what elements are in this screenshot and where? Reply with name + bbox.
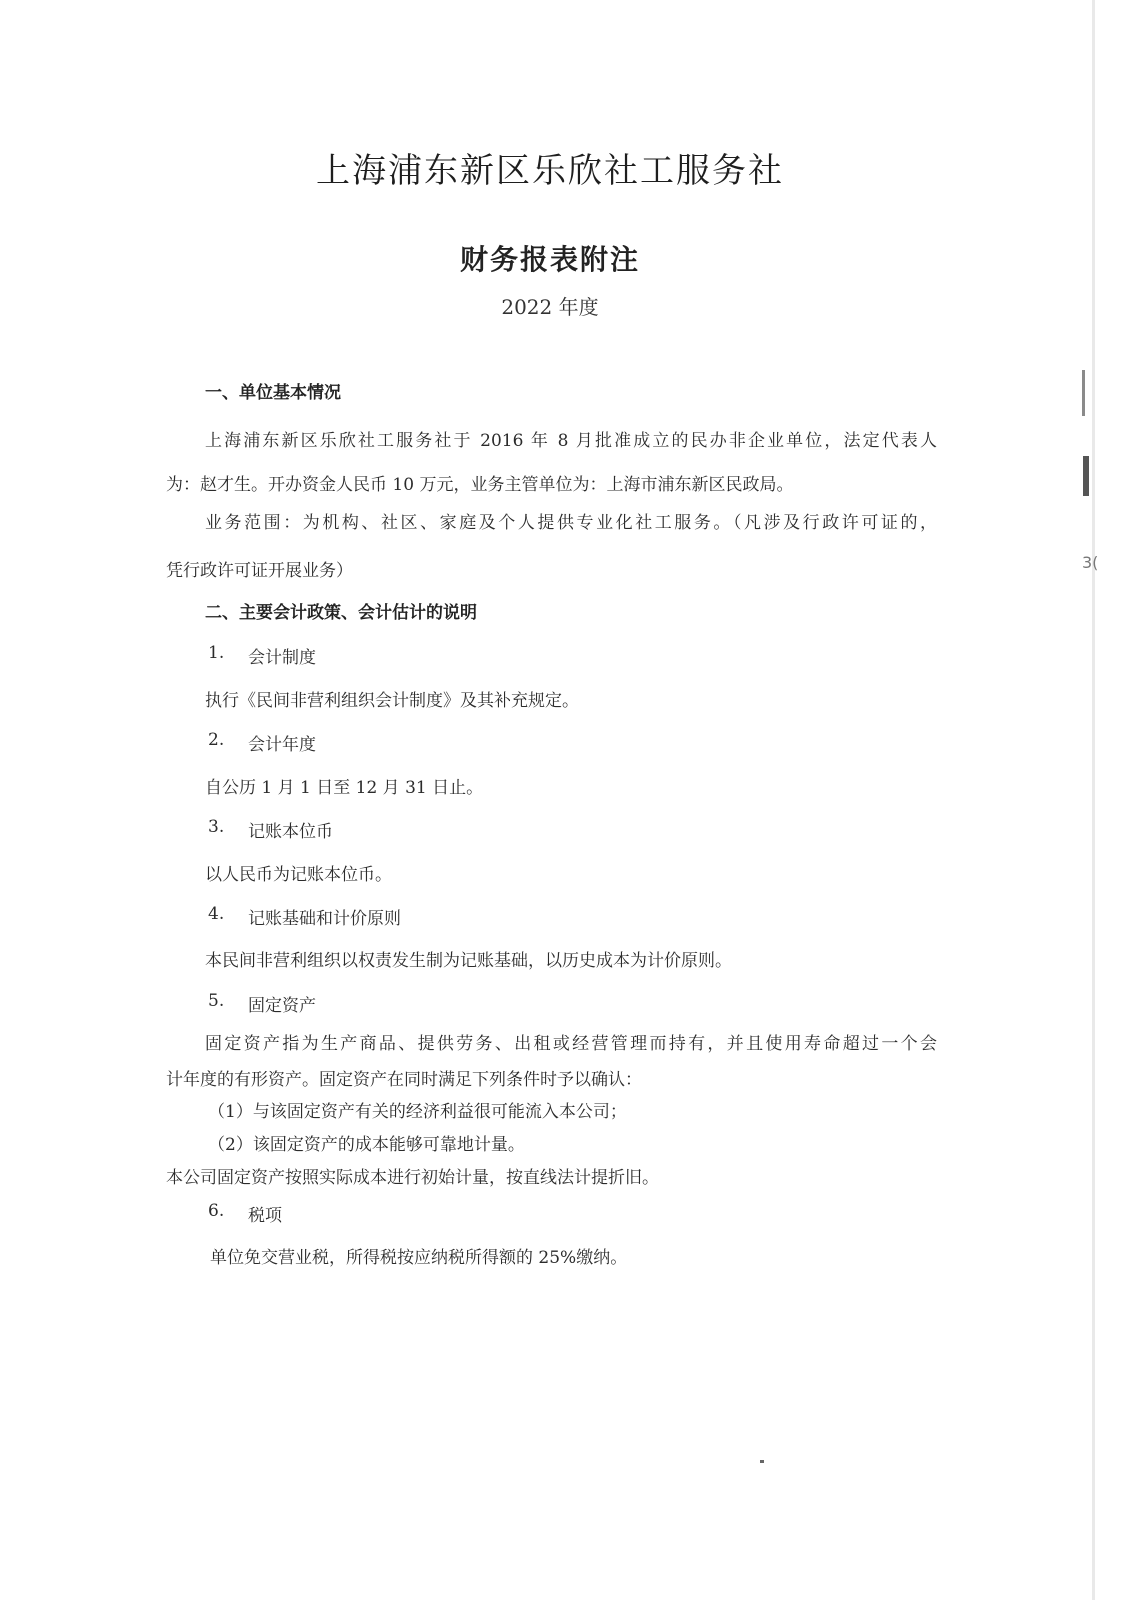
item2-text: 自公历 1 月 1 日至 12 月 31 日止。	[205, 778, 484, 798]
org-name-title: 上海浦东新区乐欣社工服务社	[316, 151, 784, 191]
scan-dust-mark	[760, 1460, 764, 1463]
fixed-assets-cond2: （2）该固定资产的成本能够可靠地计量。	[208, 1135, 525, 1155]
item1-title: 会计制度	[248, 648, 316, 668]
item6-number: 6.	[208, 1201, 225, 1221]
fixed-assets-line2: 计年度的有形资产。固定资产在同时满足下列条件时予以确认：	[166, 1070, 642, 1090]
item1-number: 1.	[208, 643, 225, 663]
section1-para2-line2: 凭行政许可证开展业务）	[166, 561, 353, 581]
item5-title: 固定资产	[248, 996, 316, 1016]
item3-number: 3.	[208, 817, 225, 837]
scan-edge-bar	[1092, 0, 1095, 1600]
report-year: 2022 年度	[501, 295, 599, 319]
item5-number: 5.	[208, 991, 225, 1011]
section1-para1-line1: 上海浦东新区乐欣社工服务社于 2016 年 8 月批准成立的民办非企业单位，法定代表人	[205, 431, 937, 451]
item1-text: 执行《民间非营利组织会计制度》及其补充规定。	[205, 691, 579, 711]
item6-title: 税项	[248, 1206, 282, 1226]
section1-para1-line2: 为：赵才生。开办资金人民币 10 万元，业务主管单位为：上海市浦东新区民政局。	[166, 475, 794, 495]
document-title: 财务报表附注	[459, 243, 640, 276]
section1-heading: 一、单位基本情况	[205, 383, 341, 403]
fixed-assets-line3: 本公司固定资产按照实际成本进行初始计量，按直线法计提折旧。	[166, 1168, 659, 1188]
item3-title: 记账本位币	[248, 822, 333, 842]
scan-edge-mark	[1083, 456, 1089, 496]
section2-heading: 二、主要会计政策、会计估计的说明	[205, 603, 477, 623]
fixed-assets-cond1: （1）与该固定资产有关的经济利益很可能流入本公司；	[208, 1102, 627, 1122]
fixed-assets-line1: 固定资产指为生产商品、提供劳务、出租或经营管理而持有，并且使用寿命超过一个会	[205, 1034, 937, 1054]
item6-text: 单位免交营业税，所得税按应纳税所得额的 25%缴纳。	[210, 1248, 628, 1268]
scan-edge-text: 3(	[1082, 553, 1099, 572]
item3-text: 以人民币为记账本位币。	[205, 865, 392, 885]
item4-number: 4.	[208, 904, 225, 924]
item2-number: 2.	[208, 730, 225, 750]
item2-title: 会计年度	[248, 735, 316, 755]
item4-title: 记账基础和计价原则	[248, 909, 401, 929]
section1-para2-line1: 业务范围：为机构、社区、家庭及个人提供专业化社工服务。（凡涉及行政许可证的，	[205, 513, 937, 533]
item4-text: 本民间非营利组织以权责发生制为记账基础，以历史成本为计价原则。	[205, 951, 732, 971]
scan-edge-mark	[1082, 370, 1085, 416]
